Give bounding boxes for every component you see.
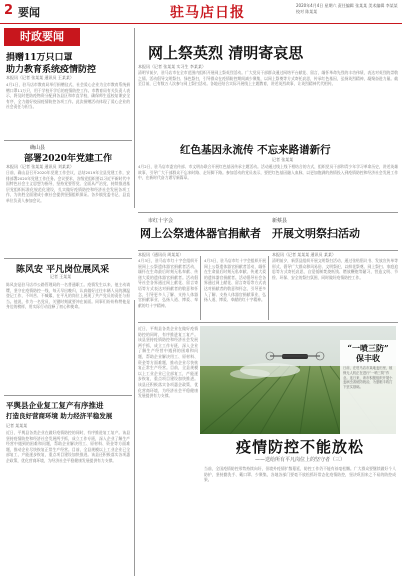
byline: 本报讯（记者 张某某 通讯员 刘某某）	[6, 164, 74, 169]
byline: 记者 某某某	[6, 423, 28, 428]
column-rule	[134, 300, 135, 576]
kicker: 新蔡县	[272, 218, 288, 224]
divider	[4, 258, 132, 259]
page-number: 2	[4, 3, 14, 18]
article-body: 4月3日，驻马店市红十字会组织开展网上公祭遗体器官捐献者活动，缅怀在生命最后时刻无私奉献、传递大爱的遗体器官捐献者。活动倡导社会各界通过网上献花、留言寄语等方式表达对捐献者的敬意和怀念，引导更多人了解、支持人体器官捐献事业，弘扬人道、博爱、奉献的红十字精神。	[138, 258, 198, 308]
caption-title: “一喷三防”	[347, 343, 389, 353]
article-body: 4月2日，驻马店市委宣传部、市文明办联合开展红色基因传承主题活动。活动通过线上线下相结合的方式，组织党员干部和青少年学习革命历史，讲述英雄故事，引导广大干部群众不忘来时路、走好脚下路。参加活动的党员表示，要把红色基因融入血脉，以更加饱满的热情投入到疫情防控和经济社会发展工作中，在新时代奋力谱写新篇章。	[138, 164, 398, 181]
page-header	[0, 0, 402, 24]
masthead: 驻马店日报	[170, 5, 245, 21]
header-meta: 2020年4月4日 星期六 责任编辑 张某某 美术编辑 李某某 校对 陈某某	[296, 3, 398, 14]
headline: 网上公祭遗体器官捐献者	[140, 227, 261, 240]
divider	[138, 212, 398, 213]
kicker: 确山县	[30, 145, 46, 151]
headline: 疫情防控不能放松	[235, 438, 364, 456]
divider	[138, 322, 398, 323]
headline: 捐赠11万只口罩	[6, 53, 73, 63]
article-body: 陈风安是驻马店市公路管理局的一名普通职工。疫情发生以来，他主动请缨，坚守在疫情防控一线，每天早出晚归，认真做好过往车辆人员的测温登记工作，不叫苦、不喊累，在平凡的岗位上展现了共产党员的责任与担当。他说，作为一名党员，关键时刻就要冲在前面。同事们纷纷称赞他是身边的榜样，用实际行动诠释了初心和使命。	[6, 282, 130, 310]
article-body: 4月3日，驻马店市红十字会组织开展网上公祭遗体器官捐献者活动，缅怀在生命最后时刻无私奉献、传递大爱的遗体器官捐献者。活动倡导社会各界通过网上献花、留言寄语等方式表达对捐献者的敬意和怀念，引导更多人了解、支持人体器官捐献事业，弘扬人道、博爱、奉献的红十字精神。	[204, 258, 266, 303]
headline: 平舆县企业复工复产有序推进	[6, 401, 104, 410]
kicker: 市红十字会	[148, 218, 174, 224]
headline: 打造良好营商环境 助力经济平稳发展	[6, 412, 113, 420]
article-body: 日前，确山县召开2020年党建工作会议，总结2019年全县党建工作，安排部署2020年党建工作任务。会议要求，各级党组织要以习近平新时代中国特色社会主义思想为指导，坚持党要管党、全面从严治党，持续推进基层党组织标准化规范化建设，扎实做好疫情防控和经济社会发展各项工作，为决胜全面建成小康社会提供坚强组织保证。各乡镇党委书记、县直单位负责人参加会议。	[6, 170, 130, 203]
article-body: 清明节前夕，驻马店市在全市范围内组织开展网上祭英烈活动。广大党员干部群众通过网络平台献花、留言，缅怀革命先烈的丰功伟绩，表达对英烈的崇敬之情。活动倡导文明祭扫、绿色祭扫，引导群众在疫情防控期间减少聚集，以网上祭奠等方式寄托哀思，传承红色基因，弘扬英烈精神，凝聚奋进力量。截至目前，已有数万人次参与网上祭扫活动。各地还结合实际开展线上主题教育，讲述英烈故事，让英烈精神代代相传。	[138, 70, 398, 87]
caption-title: 保丰收	[356, 353, 380, 363]
headline: 部署2020年党建工作	[24, 154, 113, 164]
headline: 红色基因永流传 不忘来路谱新行	[180, 144, 331, 156]
byline: 本报讯（记者 张某某 通讯员 王某某）	[6, 75, 74, 80]
divider	[4, 140, 132, 141]
section-name: 要闻	[18, 6, 40, 19]
divider	[138, 250, 398, 251]
article-body: 清明前夕，新蔡县组织开展文明祭扫活动，通过张贴倡议书、发放宣传单等形式，倡导广大群众移风易俗、文明祭祀，以鲜花祭奠、网上祭扫、家庭追思等方式寄托哀思，自觉抵制焚烧纸钱、燃放鞭炮等陋习，营造文明、节俭、环保、安全的祭扫氛围，同时做好疫情防控工作。	[272, 258, 398, 280]
subtitle: ——送给所有平凡岗位上的坚守者（三）	[254, 457, 345, 463]
article-body: 近日，平舆县各类企业在做好疫情防控的同时，有序推进复工复产。该县坚持疫情防控和经济社会发展两手抓，成立工作专班，深入企业了解生产经营中遇到的困难和问题，帮助企业解决用工、原材料、资金等方面难题，推动企业尽快恢复正常生产经营。目前，全县规模以上工业企业已全部复工，产能逐步恢复，重点项目建设加快推进。该县还积极落实各项惠企政策，优化营商环境，为经济社会平稳健康发展提供有力支撑。	[138, 326, 198, 399]
byline: 本报讯（通讯员 周某某）	[138, 252, 184, 257]
headline: 助力教育系统疫情防控	[6, 65, 97, 75]
article-body: 4月1日，驻马店市教育局举行捐赠仪式，社会爱心企业为全市教育系统捐赠口罩11万只，用于学校开学后的疫情防控工作。市教育局有关负责人表示，将及时把防疫物资分配到各县区和市直学校，确保师生返校复课安全有序，全力做好校园疫情防控各项工作。此次捐赠活动体现了爱心企业的社会责任与担当。	[6, 82, 130, 110]
headline: 网上祭英烈 清明寄哀思	[148, 44, 304, 62]
column-rule	[268, 256, 269, 320]
photo-caption-box	[340, 340, 396, 434]
byline: 记者 张某某	[272, 157, 294, 162]
byline: 本报讯（记者 某某某 通讯员 某某）	[272, 252, 336, 257]
byline: 记者 王某某	[50, 274, 72, 279]
column-rule	[200, 256, 201, 320]
divider	[4, 395, 132, 396]
article-body: 当前，全国疫情防控形势持续向好，但境外疫情扩散蔓延，防控工作仍不能有丝毫松懈。广大群众要继续做好个人防护，坚持勤洗手、戴口罩、少聚集，各地各部门要毫不放松抓好常态化疫情防控，坚决巩固来之不易的防控成果。	[204, 466, 396, 483]
caption-text: 日前，在驻马店市某地麦田里，植保无人机正在进行“一喷三防”作业。连日来，该市积极组织开展小麦病虫害统防统治，为夏粮丰收打下坚实基础。	[343, 366, 393, 390]
byline: 本报讯（记者 张某某 实习生 李某某）	[138, 64, 206, 69]
article-body: 近日，平舆县各类企业在做好疫情防控的同时，有序推进复工复产。该县坚持疫情防控和经济社会发展两手抓，成立工作专班，深入企业了解生产经营中遇到的困难和问题，帮助企业解决用工、原材料、资金等方面难题，推动企业尽快恢复正常生产经营。目前，全县规模以上工业企业已全部复工，产能逐步恢复，重点项目建设加快推进。该县还积极落实各项惠企政策，优化营商环境，为经济社会平稳健康发展提供有力支撑。	[6, 430, 130, 463]
headline: 开展文明祭扫活动	[272, 227, 360, 240]
section-banner: 时政要闻	[4, 28, 80, 46]
column-rule	[134, 28, 135, 208]
headline: 陈风安 平凡岗位展风采	[16, 265, 110, 275]
